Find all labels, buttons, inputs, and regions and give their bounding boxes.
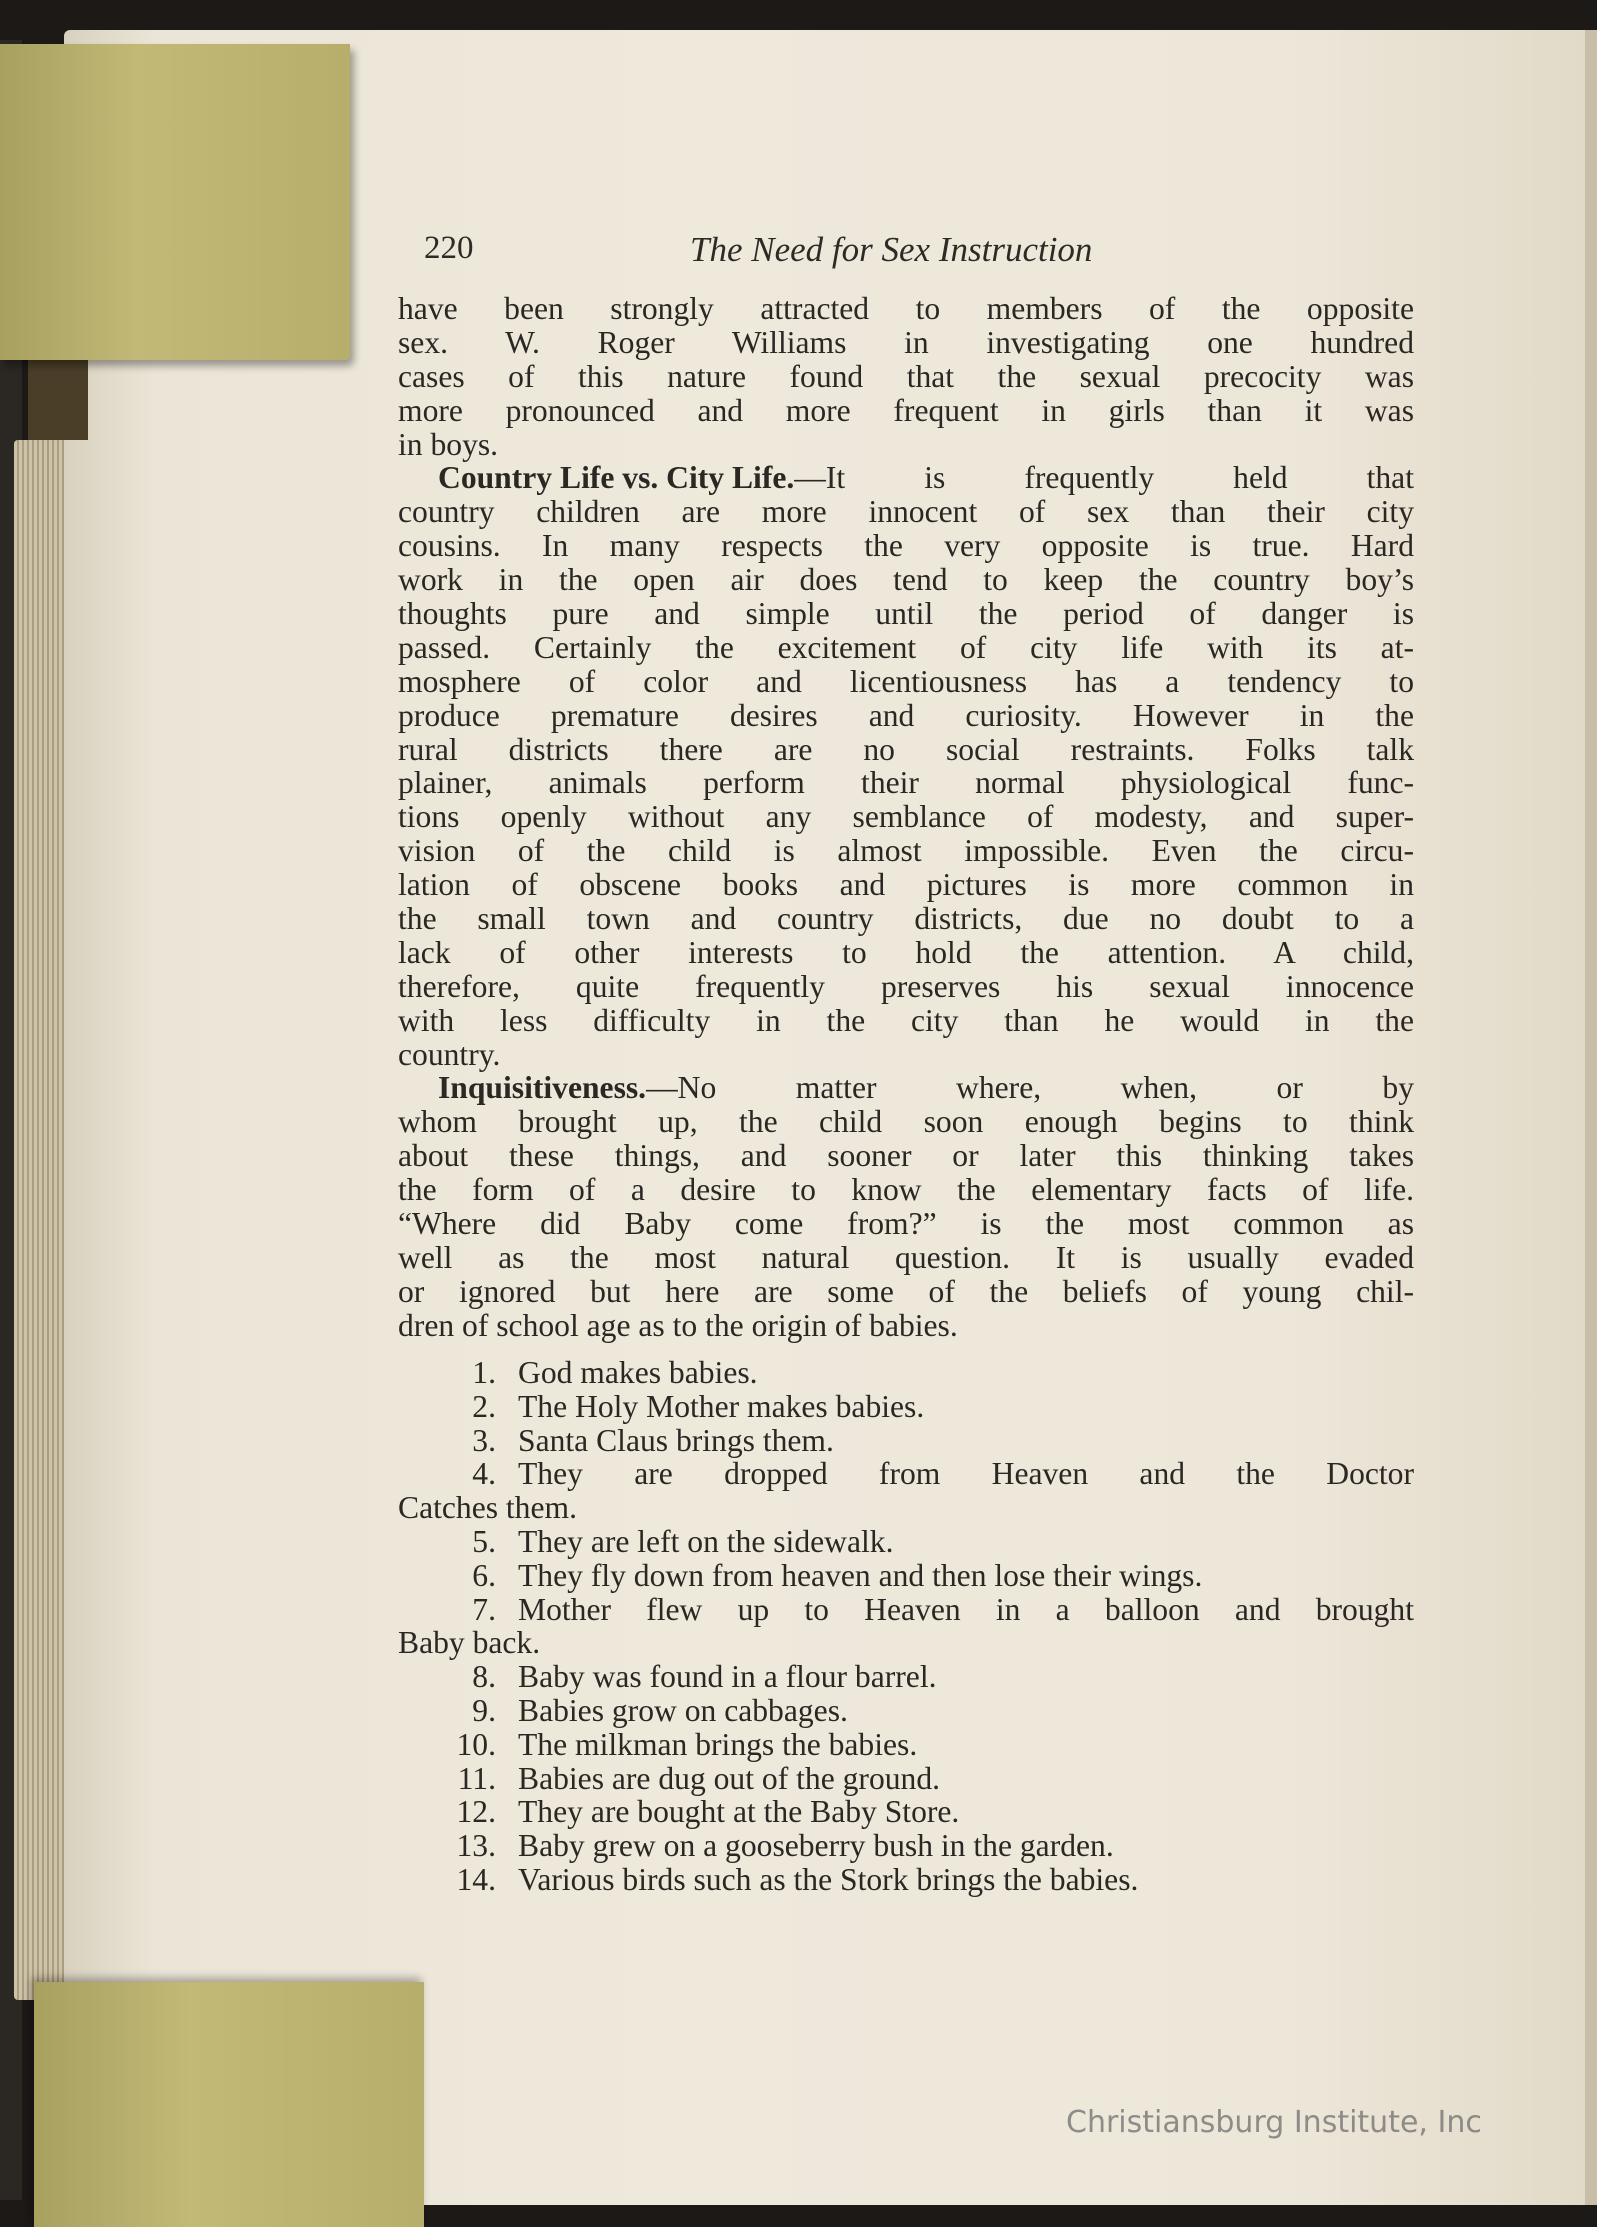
text-line — [398, 766, 1414, 800]
list-number: 14. — [456, 1861, 496, 1897]
text-line — [398, 631, 1414, 665]
body-text — [398, 292, 1414, 1343]
line-text: about these things, and sooner or later this thinking takes — [398, 1138, 1414, 1174]
line-text: or ignored but here are some of the beliefs of young chil- — [398, 1273, 1414, 1309]
list-number: 12. — [456, 1794, 496, 1830]
list-item — [398, 1694, 1414, 1728]
text-line — [398, 360, 1414, 394]
text-line — [398, 428, 1414, 462]
line-text: work in the open air does tend to keep the country boy’s — [398, 562, 1414, 598]
list-text: The milkman brings the babies. — [518, 1726, 918, 1762]
text-line — [398, 495, 1414, 529]
list-text: The Holy Mother makes babies. — [518, 1388, 925, 1424]
line-text: lation of obscene books and pictures is more common in — [398, 867, 1414, 903]
bottom-tab-marker — [34, 1982, 424, 2227]
text-line — [398, 326, 1414, 360]
text-line — [398, 699, 1414, 733]
list-item — [398, 1728, 1414, 1762]
text-line — [398, 868, 1414, 902]
text-line — [398, 529, 1414, 563]
text-line — [398, 292, 1414, 326]
text-line — [398, 1139, 1414, 1173]
text-line — [398, 1241, 1414, 1275]
line-text: “Where did Baby come from?” is the most common as — [398, 1206, 1414, 1242]
section-first-line — [398, 461, 1414, 495]
list-number: 1. — [472, 1355, 496, 1390]
list-text: Babies grow on cabbages. — [518, 1692, 848, 1728]
line-text: rural districts there are no social restraints. Folks talk — [398, 731, 1414, 767]
text-line — [398, 1105, 1414, 1139]
line-text: whom brought up, the child soon enough begins to think — [398, 1104, 1414, 1140]
section-first-line — [398, 1071, 1414, 1105]
list-text: Baby grew on a gooseberry bush in the garden. — [518, 1828, 1114, 1864]
line-text: sex. W. Roger Williams in investigating one hundred — [398, 324, 1414, 360]
list-number: 13. — [456, 1828, 496, 1864]
line-text: vision of the child is almost impossible. Even the circu- — [398, 833, 1414, 869]
list-item-continuation — [398, 1491, 1414, 1525]
list-number: 2. — [472, 1388, 496, 1424]
page-right-edge — [1585, 30, 1597, 2205]
list-number: 10. — [456, 1726, 496, 1762]
list-number: 6. — [472, 1557, 496, 1593]
list-item — [398, 1424, 1414, 1458]
text-line — [398, 597, 1414, 631]
list-number: 9. — [472, 1692, 496, 1728]
text-line — [398, 902, 1414, 936]
text-line — [398, 1207, 1414, 1241]
list-text: Baby was found in a flour barrel. — [518, 1659, 937, 1695]
list-item — [398, 1356, 1414, 1390]
text-line — [398, 1038, 1414, 1072]
list-item — [398, 1457, 1414, 1491]
list-number: 5. — [472, 1523, 496, 1559]
text-line — [398, 970, 1414, 1004]
text-line — [398, 733, 1414, 767]
section-heading: Inquisitiveness. — [438, 1070, 647, 1106]
list-number: 8. — [472, 1659, 496, 1695]
list-text: Mother flew up to Heaven in a balloon and brought — [518, 1591, 1414, 1627]
list-text: Santa Claus brings them. — [518, 1422, 834, 1458]
page-header — [0, 222, 1597, 282]
list-text: They are bought at the Baby Store. — [518, 1794, 960, 1830]
list-text: Babies are dug out of the ground. — [518, 1760, 941, 1796]
text-line — [398, 394, 1414, 428]
text-line — [398, 563, 1414, 597]
text-line — [398, 1004, 1414, 1038]
text-line — [398, 1173, 1414, 1207]
running-title: The Need for Sex Instruction — [690, 230, 1093, 269]
list-item — [398, 1559, 1414, 1593]
text-line — [398, 800, 1414, 834]
line-text: more pronounced and more frequent in girls than it was — [398, 392, 1414, 428]
list-text: They are left on the sidewalk. — [518, 1523, 894, 1559]
heading-line-rest: —No matter where, when, or by — [646, 1070, 1414, 1106]
line-text: mosphere of color and licentiousness has a tendency to — [398, 663, 1414, 699]
line-text: therefore, quite frequently preserves his sexual innocence — [398, 968, 1414, 1004]
line-text: have been strongly attracted to members of the opposite — [398, 291, 1414, 326]
text-line — [398, 1275, 1414, 1309]
page-number: 220 — [424, 230, 474, 266]
top-tab-marker — [0, 44, 350, 360]
line-text: in boys. — [398, 426, 499, 462]
text-line — [398, 1309, 1414, 1343]
beliefs-list — [398, 1356, 1414, 1897]
list-item — [398, 1660, 1414, 1694]
list-text: They fly down from heaven and then lose their wings. — [518, 1557, 1203, 1593]
list-item — [398, 1525, 1414, 1559]
list-number: 4. — [472, 1456, 496, 1492]
list-text: God makes babies. — [518, 1355, 758, 1390]
list-item — [398, 1863, 1414, 1897]
list-number: 11. — [457, 1760, 496, 1796]
line-text: tions openly without any semblance of modesty, and super- — [398, 799, 1414, 835]
list-item — [398, 1762, 1414, 1796]
line-text: the small town and country districts, due no doubt to a — [398, 901, 1414, 937]
section-heading: Country Life vs. City Life. — [438, 460, 795, 496]
list-item-continuation — [398, 1626, 1414, 1660]
line-text: passed. Certainly the excitement of city life with its at- — [398, 629, 1414, 665]
watermark: Christiansburg Institute, Inc — [1066, 2105, 1482, 2140]
line-text: plainer, animals perform their normal physiological func- — [398, 765, 1414, 801]
line-text: country. — [398, 1036, 501, 1072]
line-text: with less difficulty in the city than he would in the — [398, 1002, 1414, 1038]
list-text-continuation: Catches them. — [398, 1490, 577, 1526]
line-text: the form of a desire to know the elementary facts of life. — [398, 1172, 1414, 1208]
line-text: lack of other interests to hold the attention. A child, — [398, 934, 1414, 970]
line-text: cousins. In many respects the very opposite is true. Hard — [398, 528, 1414, 564]
line-text: dren of school age as to the origin of babies. — [398, 1307, 958, 1343]
tab-shadow — [28, 360, 88, 440]
list-item — [398, 1829, 1414, 1863]
line-text: cases of this nature found that the sexual precocity was — [398, 358, 1414, 394]
list-text: Various birds such as the Stork brings the babies. — [518, 1861, 1139, 1897]
text-line — [398, 665, 1414, 699]
line-text: well as the most natural question. It is usually evaded — [398, 1239, 1414, 1275]
text-line — [398, 936, 1414, 970]
list-item — [398, 1795, 1414, 1829]
line-text: produce premature desires and curiosity. However in the — [398, 697, 1414, 733]
list-text-continuation: Baby back. — [398, 1625, 541, 1661]
list-number: 3. — [472, 1422, 496, 1458]
line-text: thoughts pure and simple until the period of danger is — [398, 596, 1414, 632]
list-number: 7. — [472, 1591, 496, 1627]
list-item — [398, 1390, 1414, 1424]
line-text: country children are more innocent of sex than their city — [398, 494, 1414, 530]
heading-line-rest: —It is frequently held that — [794, 460, 1414, 496]
list-text: They are dropped from Heaven and the Doctor — [518, 1456, 1414, 1492]
list-item — [398, 1593, 1414, 1627]
text-line — [398, 834, 1414, 868]
